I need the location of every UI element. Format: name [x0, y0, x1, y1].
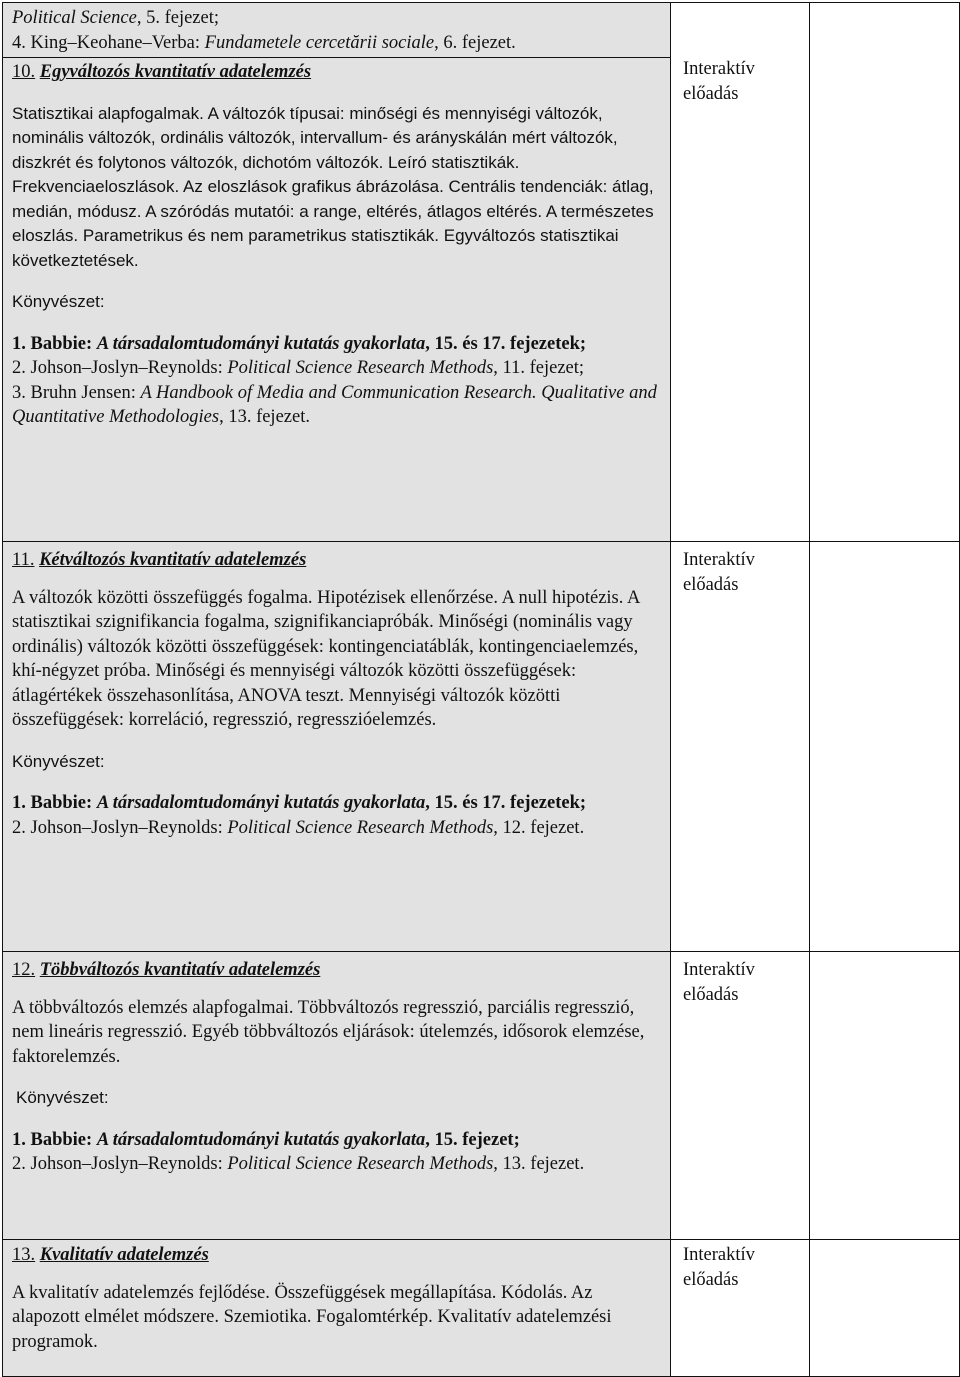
topic-description: A kvalitatív adatelemzés fejlődése. Összefüggések megállapítása. Kódolás. Az alapozott elmélet módszere. Szemiotika. Fogalomtérkép. Kvalitatív adatelemzési programok. — [12, 1282, 612, 1352]
bibliography-label: Könyvészet: — [12, 292, 105, 311]
table-row — [3, 542, 960, 952]
topic-cell — [3, 58, 671, 542]
topic-number: 13. — [12, 1245, 36, 1265]
topic-description: A többváltozós elemzés alapfogalmai. Többváltozós regresszió, parciális regresszió, nem lineáris regresszió. Egyéb többváltozós eljárások: útelemzés, idősorok elemzése, faktorelemzés. — [12, 997, 645, 1067]
topic-cell — [3, 542, 671, 952]
method-cell — [671, 1240, 810, 1377]
reference-item: 2. Johson–Joslyn–Reynolds: Political Science Research Methods, 13. fejezet. — [12, 1154, 585, 1174]
topic-title — [12, 958, 662, 983]
topic-name: Többváltozós kvantitatív adatelemzés — [39, 960, 321, 980]
topic-cell — [3, 952, 671, 1240]
reference-item: 1. Babbie: A társadalomtudományi kutatás gyakorlata, 15. fejezet; — [12, 1129, 520, 1150]
empty-cell — [810, 542, 960, 952]
topic-name: Egyváltozós kvantitatív adatelemzés — [39, 62, 312, 82]
reference-item: 1. Babbie: A társadalomtudományi kutatás gyakorlata, 15. és 17. fejezetek; — [12, 333, 587, 354]
table-row — [3, 1240, 960, 1377]
table-row — [3, 3, 960, 58]
topic-title — [12, 60, 662, 85]
empty-cell — [810, 1240, 960, 1377]
topic-title — [12, 1243, 662, 1268]
reference-item: 2. Johson–Joslyn–Reynolds: Political Science Research Methods, 12. fejezet. — [12, 817, 585, 838]
topic-cell — [3, 3, 671, 58]
topic-number: 10. — [12, 62, 36, 82]
teaching-method: Interaktív előadás — [683, 59, 755, 104]
teaching-method: Interaktív előadás — [683, 1245, 755, 1290]
method-cell — [671, 3, 810, 542]
reference-author: 4. King–Keohane–Verba: — [12, 32, 205, 53]
reference-item: 2. Johson–Joslyn–Reynolds: Political Science Research Methods, 11. fejezet; — [12, 358, 585, 378]
teaching-method: Interaktív előadás — [683, 550, 755, 595]
topic-title — [12, 548, 662, 573]
reference-item: 1. Babbie: A társadalomtudományi kutatás gyakorlata, 15. és 17. fejezetek; — [12, 793, 587, 813]
bibliography-label: Könyvészet: — [12, 751, 105, 771]
reference-title: Fundametele cercetării sociale — [204, 32, 435, 53]
topic-description: A változók közötti összefüggés fogalma. Hipotézisek ellenőrzése. A null hipotézis. A statisztikai szignifikancia fogalma, szignifikanciapróbák. Minőségi (nominális vagy ordinális) változók közötti összefüggések: kontingenciatáblák, kontingenciaelemzés, khí-négyzet próba. Minőségi és mennyiségi változók közötti összefüggések: átlagértékek összehasonlítása, ANOVA teszt. Mennyiségi változók közötti összefüggések: korreláció, regresszió, regresszióelemzés. — [12, 587, 640, 730]
empty-cell — [810, 952, 960, 1240]
bibliography-label: Könyvészet: — [16, 1088, 109, 1107]
reference-detail: , 6. fejezet. — [434, 32, 516, 53]
reference-item: 3. Bruhn Jensen: A Handbook of Media and Communication Research. Qualitative and Quantitative Methodologies, 13. fejezet. — [12, 382, 657, 427]
reference-title: Political Science — [12, 8, 137, 28]
teaching-method: Interaktív előadás — [683, 960, 755, 1005]
method-cell — [671, 952, 810, 1240]
empty-cell — [810, 3, 960, 542]
table-row — [3, 952, 960, 1240]
topic-cell — [3, 1240, 671, 1377]
reference-detail: , 5. fejezet; — [136, 8, 220, 28]
reference-line — [12, 6, 662, 31]
syllabus-table — [2, 2, 960, 1377]
topic-description: Statisztikai alapfogalmak. A változók típusai: minőségi és mennyiségi változók, nominális változók, ordinális változók, intervallum- és arányskálán mért változók, diszkrét és folytonos változók, dichotóm változók. Leíró statisztikák. Frekvenciaeloszlások. Az eloszlások grafikus ábrázolása. Centrális tendenciák: átlag, medián, módusz. A szóródás mutatói: a range, eltérés, átlagos eltérés. A természetes eloszlás. Parametrikus és nem parametrikus statisztikák. Egyváltozós statisztikai következtetések. — [12, 103, 654, 270]
method-cell — [671, 542, 810, 952]
topic-name: Kétváltozós kvantitatív adatelemzés — [39, 550, 307, 570]
topic-name: Kvalitatív adatelemzés — [39, 1245, 209, 1265]
reference-line — [12, 31, 662, 56]
topic-number: 12. — [12, 960, 36, 980]
topic-number: 11. — [12, 550, 35, 570]
